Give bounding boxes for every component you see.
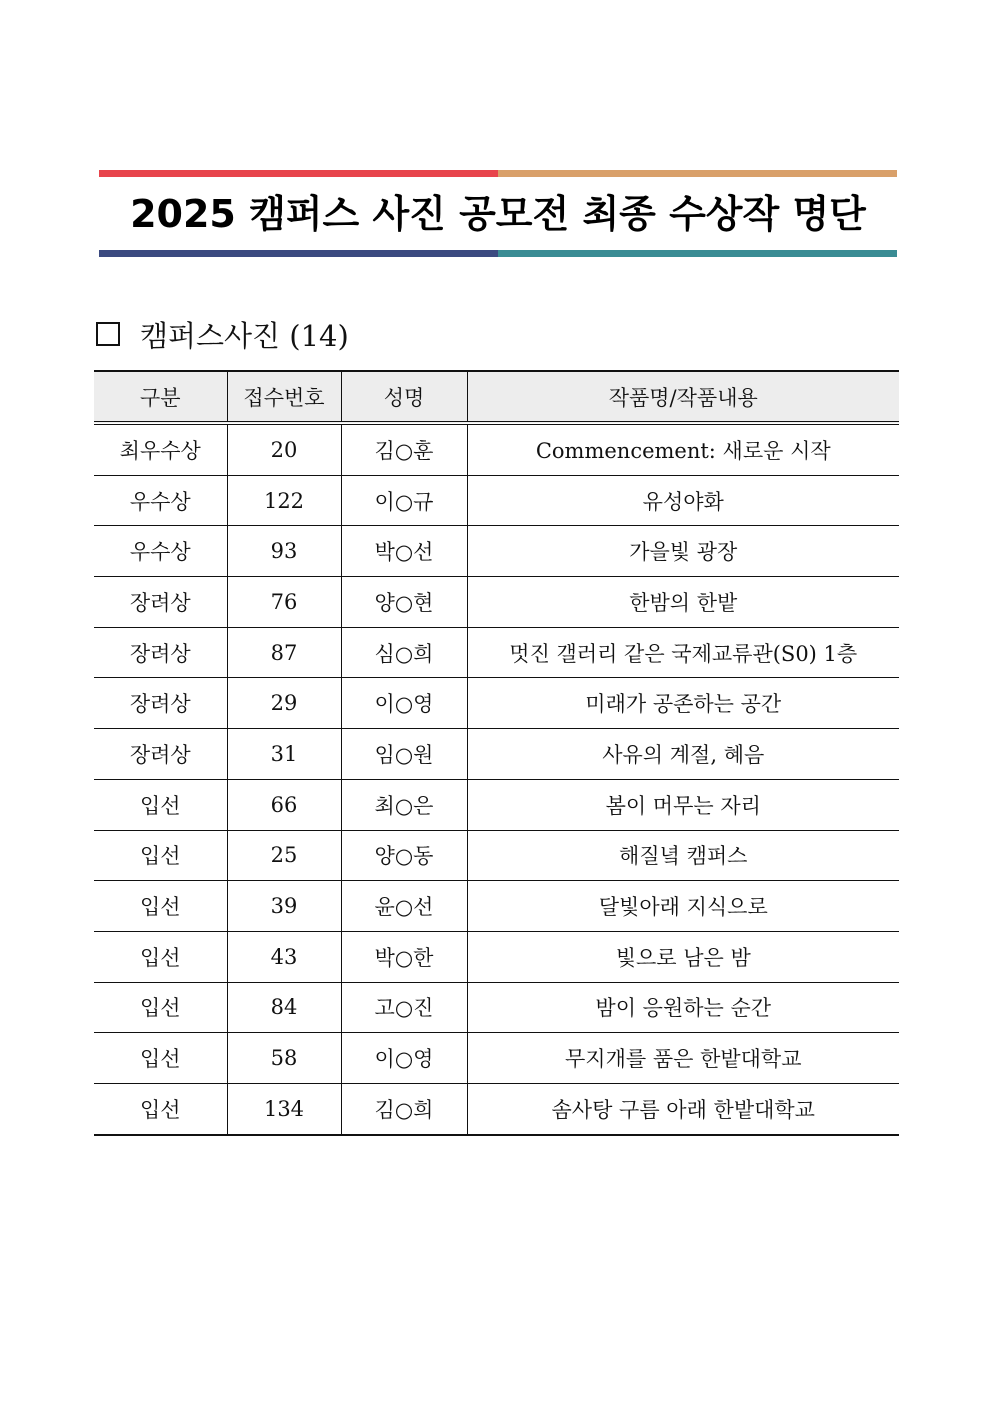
number-cell: 93 [227, 526, 341, 577]
award-cell: 입선 [94, 1033, 227, 1084]
awards-table [94, 370, 899, 1136]
work-cell: 유성야화 [467, 475, 899, 526]
award-cell: 장려상 [94, 577, 227, 628]
checkbox-square-icon [96, 322, 120, 346]
bottom-bar-left-segment [99, 250, 498, 257]
award-cell: 입선 [94, 830, 227, 881]
award-cell: 우수상 [94, 475, 227, 526]
name-cell: 양○현 [341, 577, 467, 628]
table-row [94, 1083, 899, 1134]
work-cell: 멋진 갤러리 같은 국제교류관(S0) 1층 [467, 627, 899, 678]
table-row [94, 779, 899, 830]
header-number: 접수번호 [227, 371, 341, 423]
number-cell: 39 [227, 881, 341, 932]
title-bottom-bar [99, 250, 897, 257]
name-cell: 고○진 [341, 982, 467, 1033]
number-cell: 31 [227, 729, 341, 780]
work-cell: 무지개를 품은 한밭대학교 [467, 1033, 899, 1084]
table-row [94, 577, 899, 628]
name-cell: 김○희 [341, 1083, 467, 1134]
header-award: 구분 [94, 371, 227, 423]
name-cell: 양○동 [341, 830, 467, 881]
table-row [94, 729, 899, 780]
award-cell: 장려상 [94, 678, 227, 729]
table-row [94, 931, 899, 982]
number-cell: 29 [227, 678, 341, 729]
bottom-bar-right-segment [498, 250, 897, 257]
table-row [94, 526, 899, 577]
work-cell: 빛으로 남은 밤 [467, 931, 899, 982]
number-cell: 25 [227, 830, 341, 881]
number-cell: 66 [227, 779, 341, 830]
table-row [94, 1033, 899, 1084]
number-cell: 43 [227, 931, 341, 982]
table-row [94, 982, 899, 1033]
number-cell: 122 [227, 475, 341, 526]
work-cell: 솜사탕 구름 아래 한밭대학교 [467, 1083, 899, 1134]
name-cell: 심○희 [341, 627, 467, 678]
work-cell: 사유의 계절, 혜음 [467, 729, 899, 780]
name-cell: 김○훈 [341, 423, 467, 475]
name-cell: 이○규 [341, 475, 467, 526]
name-cell: 최○은 [341, 779, 467, 830]
table-row [94, 627, 899, 678]
award-cell: 입선 [94, 982, 227, 1033]
table-header-row [94, 371, 899, 423]
name-cell: 박○선 [341, 526, 467, 577]
table-row [94, 881, 899, 932]
award-cell: 장려상 [94, 627, 227, 678]
name-cell: 이○영 [341, 678, 467, 729]
work-cell: 해질녘 캠퍼스 [467, 830, 899, 881]
header-name: 성명 [341, 371, 467, 423]
header-work: 작품명/작품내용 [467, 371, 899, 423]
top-bar-left-segment [99, 170, 498, 177]
number-cell: 20 [227, 423, 341, 475]
award-cell: 입선 [94, 931, 227, 982]
work-cell: Commencement: 새로운 시작 [467, 423, 899, 475]
table-row [94, 830, 899, 881]
table-row [94, 678, 899, 729]
award-cell: 입선 [94, 881, 227, 932]
top-bar-right-segment [498, 170, 897, 177]
award-cell: 우수상 [94, 526, 227, 577]
work-cell: 달빛아래 지식으로 [467, 881, 899, 932]
award-cell: 입선 [94, 1083, 227, 1134]
work-cell: 한밤의 한밭 [467, 577, 899, 628]
award-cell: 입선 [94, 779, 227, 830]
table-row [94, 423, 899, 475]
work-cell: 밤이 응원하는 순간 [467, 982, 899, 1033]
section-heading [96, 312, 349, 356]
award-cell: 최우수상 [94, 423, 227, 475]
work-cell: 미래가 공존하는 공간 [467, 678, 899, 729]
name-cell: 박○한 [341, 931, 467, 982]
section-heading-label: 캠퍼스사진 (14) [140, 318, 349, 353]
name-cell: 임○원 [341, 729, 467, 780]
document-title: 2025 캠퍼스 사진 공모전 최종 수상작 명단 [130, 192, 866, 236]
number-cell: 58 [227, 1033, 341, 1084]
name-cell: 이○영 [341, 1033, 467, 1084]
number-cell: 87 [227, 627, 341, 678]
title-block [99, 170, 897, 258]
work-cell: 봄이 머무는 자리 [467, 779, 899, 830]
title-top-bar [99, 170, 897, 177]
number-cell: 84 [227, 982, 341, 1033]
number-cell: 134 [227, 1083, 341, 1134]
work-cell: 가을빛 광장 [467, 526, 899, 577]
number-cell: 76 [227, 577, 341, 628]
table-row [94, 475, 899, 526]
award-cell: 장려상 [94, 729, 227, 780]
name-cell: 윤○선 [341, 881, 467, 932]
